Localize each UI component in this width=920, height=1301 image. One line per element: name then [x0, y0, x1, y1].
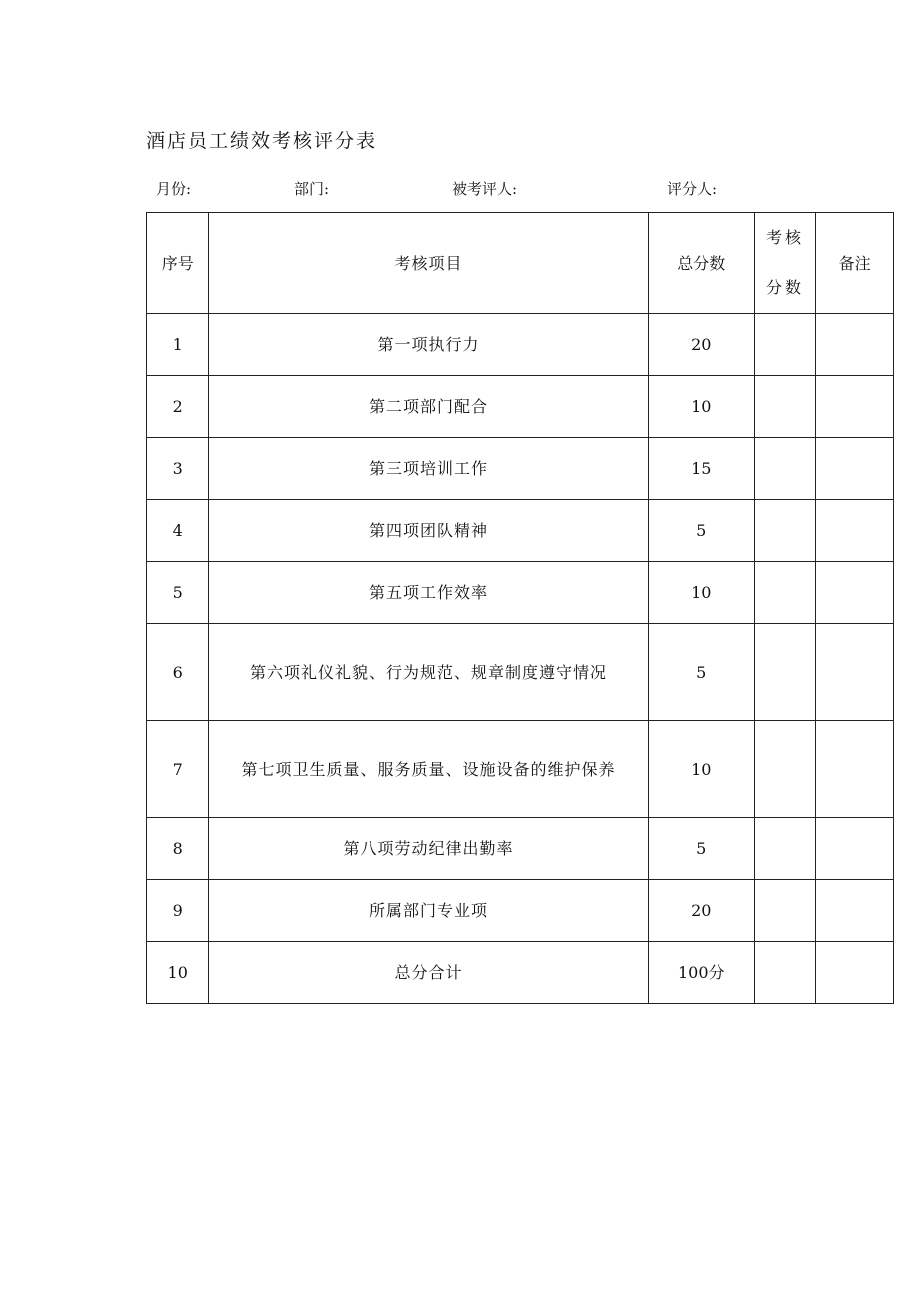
table-row: [147, 880, 894, 942]
cell-note[interactable]: [816, 314, 894, 376]
table-row: [147, 376, 894, 438]
cell-total: 10: [648, 562, 754, 624]
cell-score[interactable]: [754, 500, 815, 562]
cell-item: 第六项礼仪礼貌、行为规范、规章制度遵守情况: [209, 624, 648, 721]
cell-note[interactable]: [816, 818, 894, 880]
cell-no: 1: [147, 314, 209, 376]
cell-total: 100分: [648, 942, 754, 1004]
cell-note[interactable]: [816, 562, 894, 624]
month-label: 月份:: [156, 180, 192, 198]
cell-total: 10: [648, 376, 754, 438]
cell-total: 5: [648, 818, 754, 880]
cell-score[interactable]: [754, 376, 815, 438]
cell-no: 10: [147, 942, 209, 1004]
cell-note[interactable]: [816, 880, 894, 942]
cell-score[interactable]: [754, 818, 815, 880]
table-row: [147, 942, 894, 1004]
cell-score[interactable]: [754, 438, 815, 500]
cell-no: 2: [147, 376, 209, 438]
cell-item: 第三项培训工作: [209, 438, 648, 500]
table-row: [147, 314, 894, 376]
cell-no: 7: [147, 721, 209, 818]
cell-no: 8: [147, 818, 209, 880]
table-row: [147, 438, 894, 500]
header-score-line2: 分数: [766, 278, 805, 297]
header-score-line1: 考核: [766, 228, 805, 247]
cell-no: 3: [147, 438, 209, 500]
department-label: 部门:: [294, 180, 330, 198]
cell-item: 所属部门专业项: [209, 880, 648, 942]
table-row: [147, 500, 894, 562]
score-table: [146, 212, 894, 1004]
table-row: [147, 721, 894, 818]
cell-total: 10: [648, 721, 754, 818]
cell-note[interactable]: [816, 438, 894, 500]
cell-total: 5: [648, 500, 754, 562]
cell-no: 9: [147, 880, 209, 942]
header-note: 备注: [816, 213, 894, 314]
header-item: 考核项目: [209, 213, 648, 314]
cell-score[interactable]: [754, 562, 815, 624]
cell-no: 4: [147, 500, 209, 562]
header-no: 序号: [147, 213, 209, 314]
table-row: [147, 624, 894, 721]
cell-item: 第八项劳动纪律出勤率: [209, 818, 648, 880]
cell-item: 总分合计: [209, 942, 648, 1004]
table-row: [147, 818, 894, 880]
cell-item: 第五项工作效率: [209, 562, 648, 624]
cell-total: 5: [648, 624, 754, 721]
cell-note[interactable]: [816, 376, 894, 438]
assessor-label: 评分人:: [667, 180, 718, 198]
header-total: 总分数: [648, 213, 754, 314]
cell-note[interactable]: [816, 500, 894, 562]
cell-score[interactable]: [754, 880, 815, 942]
table-header-row: [147, 213, 894, 314]
header-score: [754, 213, 815, 314]
cell-score[interactable]: [754, 624, 815, 721]
cell-total: 20: [648, 880, 754, 942]
cell-note[interactable]: [816, 721, 894, 818]
cell-note[interactable]: [816, 624, 894, 721]
cell-total: 15: [648, 438, 754, 500]
cell-score[interactable]: [754, 942, 815, 1004]
table-row: [147, 562, 894, 624]
cell-note[interactable]: [816, 942, 894, 1004]
cell-item: 第七项卫生质量、服务质量、设施设备的维护保养: [209, 721, 648, 818]
cell-item: 第一项执行力: [209, 314, 648, 376]
cell-score[interactable]: [754, 314, 815, 376]
page-title: 酒店员工绩效考核评分表: [146, 130, 378, 152]
cell-no: 6: [147, 624, 209, 721]
cell-total: 20: [648, 314, 754, 376]
cell-item: 第二项部门配合: [209, 376, 648, 438]
cell-no: 5: [147, 562, 209, 624]
cell-item: 第四项团队精神: [209, 500, 648, 562]
cell-score[interactable]: [754, 721, 815, 818]
assessee-label: 被考评人:: [452, 180, 518, 198]
